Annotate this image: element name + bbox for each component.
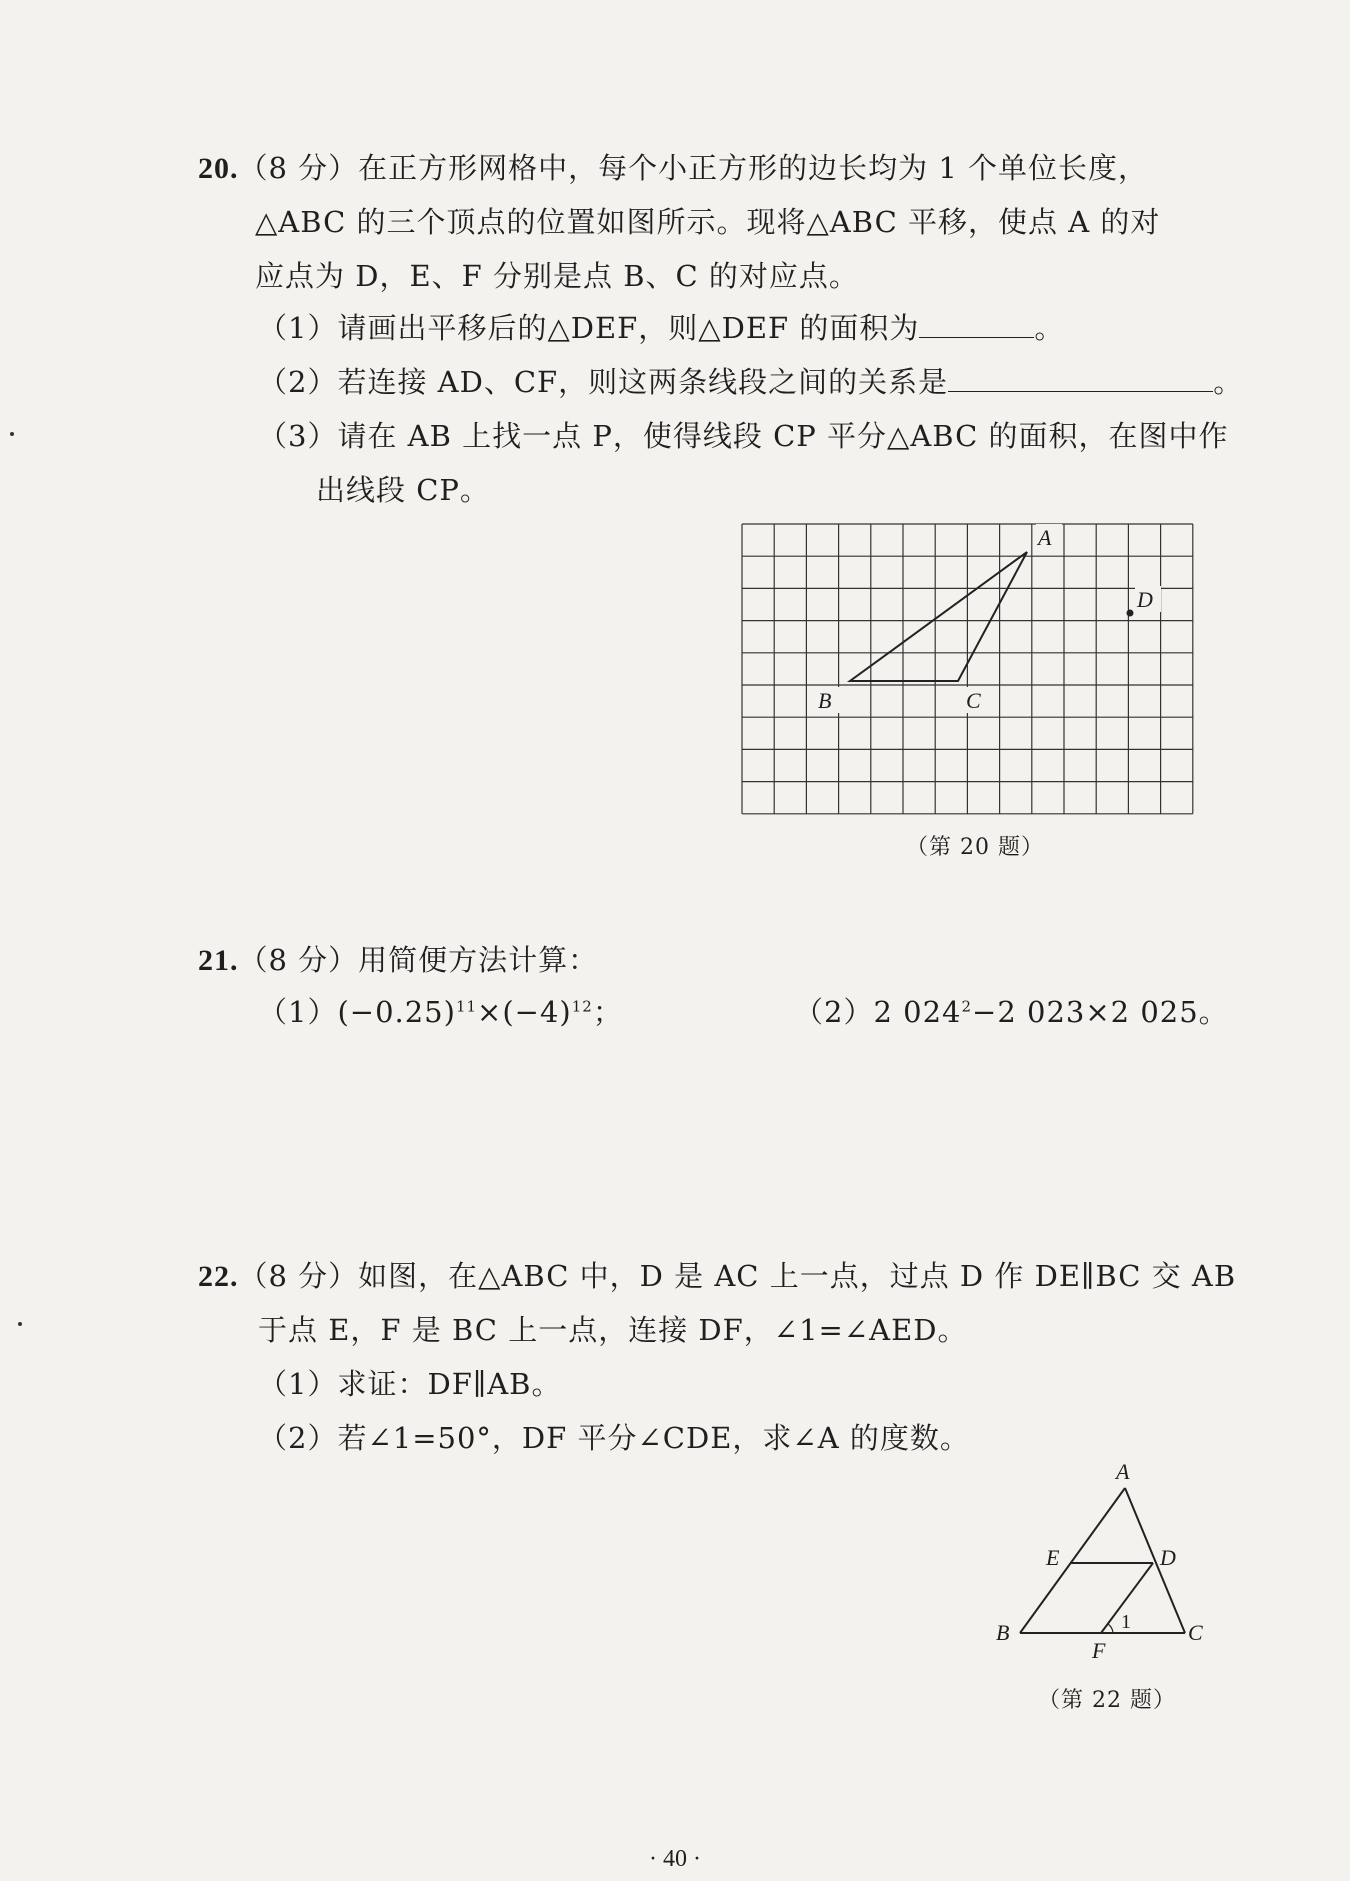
label-b: B xyxy=(818,688,832,713)
subquestion-text: （1）请画出平移后的△DEF，则△DEF 的面积为 xyxy=(258,311,920,345)
question-text: （8 分）在正方形网格中，每个小正方形的边长均为 1 个单位长度， xyxy=(238,151,1149,185)
subquestion-text: 出线段 CP。 xyxy=(316,473,490,507)
label-d: D xyxy=(1137,587,1153,612)
question-text: 应点为 D，E、F 分别是点 B、C 的对应点。 xyxy=(255,259,859,293)
scan-speck xyxy=(10,432,14,436)
label-d: D xyxy=(1160,1545,1176,1570)
figure-caption: （第 20 题） xyxy=(906,835,1044,860)
exam-page: 20.（8 分）在正方形网格中，每个小正方形的边长均为 1 个单位长度， △ABC 的三个顶点的位置如图所示。现将△ABC 平移，使点 A 的对 应点为 D，E、F 分别是点 B、C 的对应点。 （1）请画出平移后的△DEF，则△DEF 的面积为 。 （2）若连接 AD、CF，则这两条线段之间的关系是 。 （3）请在 AB 上找一点 P，使得线段 CP 平分△ABC 的面积，在图中作 出线段 CP。 A D B C （第 20 题） 21.（8 分）用简便方法计算： $(1)(-0.25)^{11}\times(-4)^{12}$； （2）2 $024^2-2$ 023×2 025。 22.（8 分）如图，在△ABC 中，D 是 AC 上一点，过点 D 作 DE∥BC 交 AB 于点 E，F 是 BC 上一点，连接 DF，∠1=∠AED。 （1）求证：DF∥AB。 （2）若∠1=50°，DF 平分∠CDE，求∠A 的度数。 A E D B C F 1 （第 22 题） · 40 · xyxy=(0,0,1350,1881)
grid-figure xyxy=(730,510,1200,820)
label-e: E xyxy=(1046,1545,1060,1570)
subquestion-1: $(1)(-0.25)^{11}\times(-4)^{12}$； xyxy=(258,995,623,1029)
point-d xyxy=(1127,610,1134,617)
label-f: F xyxy=(1092,1638,1106,1663)
question-text: （8 分）如图，在△ABC 中，D 是 AC 上一点，过点 D 作 DE∥BC 交 AB xyxy=(238,1259,1237,1293)
answer-blank[interactable] xyxy=(948,363,1213,392)
question-number: 22. xyxy=(198,1260,239,1293)
question-text: 于点 E，F 是 BC 上一点，连接 DF，∠1=∠AED。 xyxy=(258,1313,968,1347)
question-text: △ABC 的三个顶点的位置如图所示。现将△ABC 平移，使点 A 的对 xyxy=(255,205,1161,239)
answer-blank[interactable] xyxy=(919,309,1034,338)
page-number: · 40 · xyxy=(649,1846,701,1872)
subquestion-text: （2）若∠1=50°，DF 平分∠CDE，求∠A 的度数。 xyxy=(258,1421,970,1455)
angle-1-label: 1 xyxy=(1121,1611,1131,1633)
question-number: 21. xyxy=(198,944,239,977)
label-c: C xyxy=(966,688,981,713)
figure-caption: （第 22 题） xyxy=(1038,1688,1176,1713)
scan-speck xyxy=(18,1322,22,1326)
triangle-abc xyxy=(850,552,1027,681)
question-number: 20. xyxy=(198,152,239,185)
question-text: （8 分）用简便方法计算： xyxy=(238,943,599,977)
label-a: A xyxy=(1038,525,1052,550)
square-grid xyxy=(742,524,1193,814)
triangle-figure xyxy=(980,1455,1210,1675)
label-c: C xyxy=(1188,1620,1203,1645)
label-a: A xyxy=(1116,1459,1130,1484)
label-b: B xyxy=(996,1620,1010,1645)
subquestion-text: （3）请在 AB 上找一点 P，使得线段 CP 平分△ABC 的面积，在图中作 xyxy=(258,419,1229,453)
subquestion-text: （2）若连接 AD、CF，则这两条线段之间的关系是 xyxy=(258,365,949,399)
subquestion-2: （2）2 $024^2-2$ 023×2 025。 xyxy=(794,995,1229,1029)
subquestion-text: （1）求证：DF∥AB。 xyxy=(258,1367,562,1401)
